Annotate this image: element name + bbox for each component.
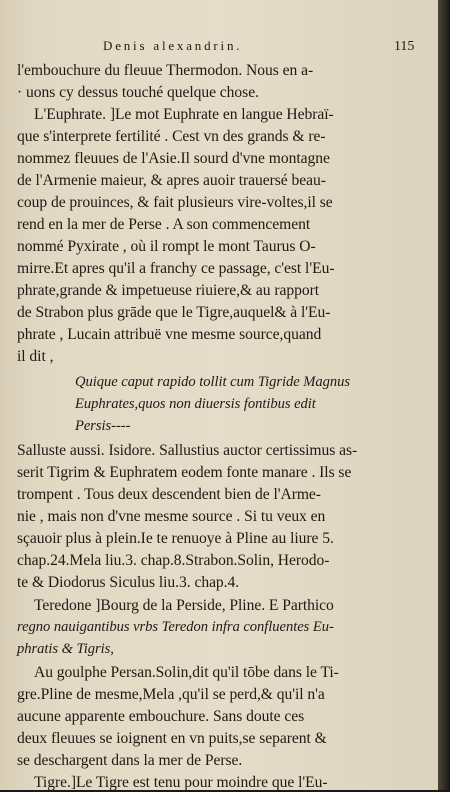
- text-line: aucune apparente embouchure. Sans doute ces: [17, 708, 305, 725]
- text-line: phratis & Tigris,: [17, 641, 114, 657]
- text-line: de l'Armenie maieur, & apres auoir trauersé beau-: [17, 172, 326, 189]
- text-line: phrate , Lucain attribuë vne mesme source,quand: [17, 326, 322, 343]
- text-line: regno nauigantibus vrbs Teredon infra confluentes Eu-: [17, 619, 334, 635]
- text-line: se deschargent dans la mer de Perse.: [17, 752, 243, 769]
- text-line: sçauoir plus à plein.Ie te renuoye à Pline au liure 5.: [17, 530, 334, 547]
- text-line: deux fleuues se ioignent en vn puits,se separent &: [17, 730, 327, 747]
- running-title: Denis alexandrin.: [103, 38, 243, 53]
- text-line: mirre.Et apres qu'il a franchy ce passage, c'est l'Eu-: [17, 260, 335, 277]
- text-line: rend en la mer de Perse . A son commencement: [17, 216, 311, 233]
- text-line: trompent . Tous deux descendent bien de l'Arme-: [17, 486, 321, 503]
- text-line: Teredone ]Bourg de la Perside, Pline. E Parthico: [34, 597, 334, 614]
- book-edge: [438, 0, 450, 790]
- text-line: Tigre.]Le Tigre est tenu pour moindre que l'Eu-: [34, 774, 328, 791]
- text-line: serit Tigrim & Euphratem eodem fonte manare . Ils se: [17, 464, 352, 481]
- text-line: que s'interprete fertilité . Cest vn des grands & re-: [17, 128, 326, 145]
- text-line: coup de prouinces, & fait plusieurs vire-voltes,il se: [17, 194, 333, 211]
- text-line: L'Euphrate. ]Le mot Euphrate en langue Hebraï-: [34, 106, 334, 123]
- text-line: nommé Pyxirate , où il rompt le mont Taurus O-: [17, 238, 316, 255]
- verse-line: Quique caput rapido tollit cum Tigride Magnus: [75, 374, 351, 390]
- verse-line: Euphrates,quos non diuersis fontibus edit: [75, 396, 316, 412]
- text-line: te & Diodorus Siculus liu.3. chap.4.: [17, 574, 240, 591]
- text-line: Salluste aussi. Isidore. Sallustius auctor certissimus as-: [17, 442, 358, 459]
- text-line: · uons cy dessus touché quelque chose.: [17, 84, 259, 101]
- verse-line: Persis----: [75, 418, 131, 434]
- page-number: 115: [394, 39, 415, 54]
- text-line: gre.Pline de mesme,Mela ,qu'il se perd,& qu'il n'a: [17, 686, 325, 703]
- text-line: il dit ,: [17, 348, 54, 365]
- text-line: nommez fleuues de l'Asie.Il sourd d'vne montagne: [17, 150, 330, 167]
- text-line: Au goulphe Persan.Solin,dit qu'il tōbe dans le Ti-: [34, 664, 339, 681]
- text-line: phrate,grande & impetueuse riuiere,& au rapport: [17, 282, 320, 299]
- text-line: l'embouchure du fleuue Thermodon. Nous en a-: [17, 62, 314, 79]
- text-line: chap.24.Mela liu.3. chap.8.Strabon.Solin, Herodo-: [17, 552, 330, 569]
- text-line: de Strabon plus grāde que le Tigre,auquel& à l'Eu-: [17, 304, 331, 321]
- text-line: nie , mais non d'vne mesme source . Si tu veux en: [17, 508, 326, 525]
